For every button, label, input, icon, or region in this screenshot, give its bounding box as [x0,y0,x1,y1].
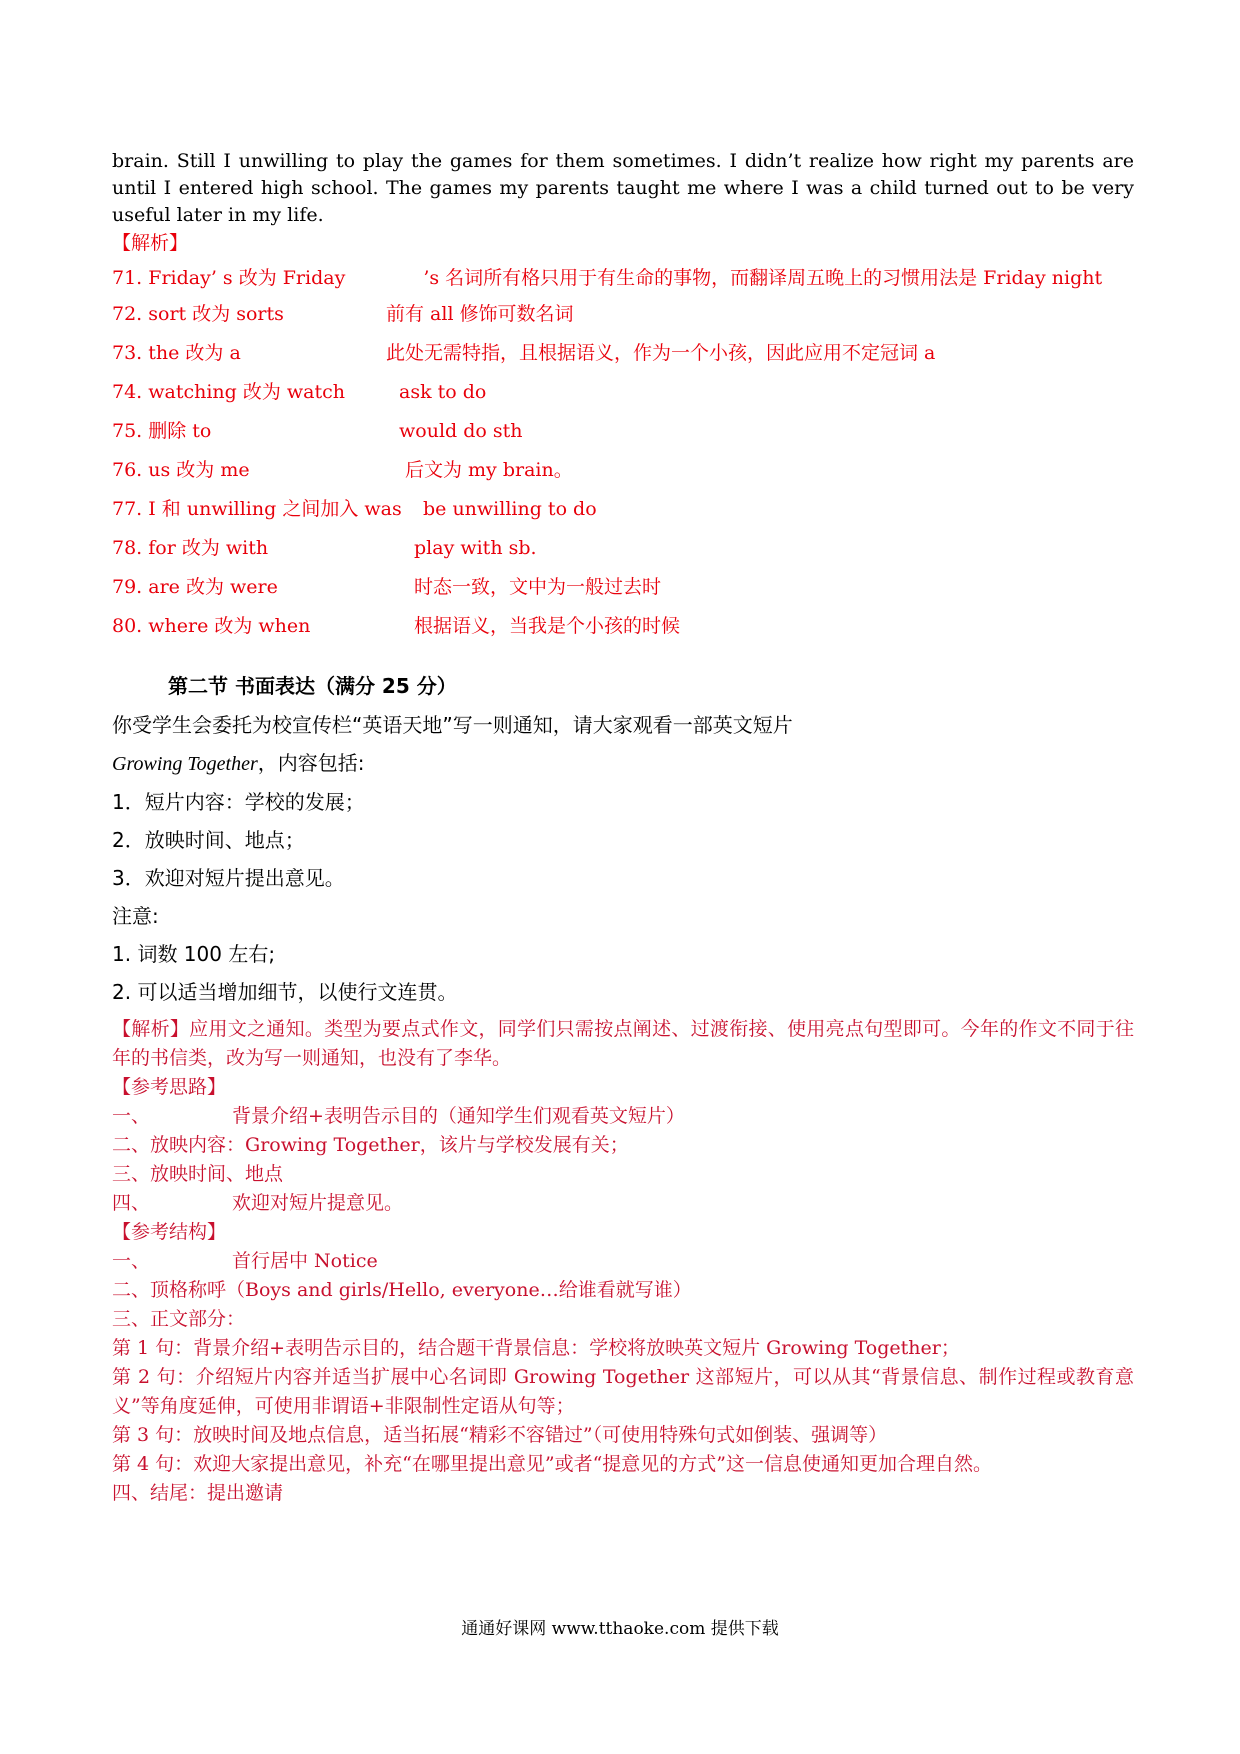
ideas-heading: 【参考思路】 [112,1076,227,1098]
correction-reason: would do sth [399,420,523,442]
sentence-guide: 第 2 句：介绍短片内容并适当扩展中心名词即 Growing Together 这部短片，可以从其“背景信息、制作过程或教育意义”等角度延伸，可使用非谓语+非限制性定语从句等； [112,1366,1134,1417]
correction-reason: 前有 all 修饰可数名词 [386,303,574,325]
correction-change: 77. I 和 unwilling 之间加入 was [112,498,402,520]
correction-change: 71. Friday’ s 改为 Friday [112,267,346,289]
structure-item: 一、 首行居中 Notice [112,1250,378,1272]
correction-79 [112,568,1134,607]
correction-reason: play with sb. [414,537,537,559]
correction-change: 72. sort 改为 sorts [112,303,284,325]
correction-change: 79. are 改为 were [112,576,278,598]
correction-reason: be unwilling to do [423,498,597,520]
correction-reason: 根据语义，当我是个小孩的时候 [414,615,681,637]
correction-change: 73. the 改为 a [112,342,241,364]
task-point: 3．欢迎对短片提出意见。 [112,866,345,890]
task-line-rest: ，内容包括: [257,751,365,775]
correction-change: 74. watching 改为 watch [112,381,346,403]
section-title: 第二节 书面表达（满分 25 分） [168,674,457,698]
note-item: 2. 可以适当增加细节，以使行文连贯。 [112,980,458,1004]
structure-ending: 四、结尾：提出邀请 [112,1482,284,1504]
correction-76 [112,451,1134,490]
correction-reason: 此处无需特指，且根据语义，作为一个小孩，因此应用不定冠词 a [386,342,936,364]
sentence-guide: 第 4 句：欢迎大家提出意见，补充“在哪里提出意见”或者“提意见的方式”这一信息使通知更加合理自然。 [112,1453,993,1475]
correction-72 [112,295,1134,334]
correction-78 [112,529,1134,568]
document-body [112,148,1134,1508]
correction-75 [112,412,1134,451]
note-item: 1. 词数 100 左右; [112,942,276,966]
correction-reason: ask to do [399,381,487,403]
correction-reason: 后文为 my brain。 [405,459,573,481]
task-point: 1．短片内容：学校的发展； [112,790,365,814]
correction-71 [112,262,1134,295]
writing-analysis [112,1015,1134,1508]
passage-ending: brain. Still I unwilling to play the games for them sometimes. I didn’t realize how right my parents are until I entered high school. The games my parents taught me where I was a child turned out to be very useful later in my life. [112,150,1134,226]
analysis-heading: 【解析】 [112,232,189,254]
task-line: 你受学生会委托为校宣传栏“英语天地”写一则通知，请大家观看一部英文短片 [112,713,793,737]
note-label: 注意: [112,904,159,928]
correction-change: 76. us 改为 me [112,459,250,481]
structure-heading: 【参考结构】 [112,1221,227,1243]
task-point: 2．放映时间、地点； [112,828,305,852]
sentence-guide: 第 1 句：背景介绍+表明告示目的，结合题干背景信息：学校将放映英文短片 Growing Together； [112,1337,960,1359]
correction-change: 78. for 改为 with [112,537,269,559]
correction-change: 80. where 改为 when [112,615,311,637]
idea-item: 四、 欢迎对短片提意见。 [112,1192,404,1214]
sentence-guide: 第 3 句：放映时间及地点信息，适当拓展“精彩不容错过”（可使用特殊句式如倒装、强调等） [112,1424,888,1446]
correction-73 [112,334,1134,373]
idea-item: 一、 背景介绍+表明告示目的（通知学生们观看英文短片） [112,1105,685,1127]
correction-77 [112,490,1134,529]
correction-reason: ’s 名词所有格只用于有生命的事物，而翻译周五晚上的习惯用法是 Friday night [423,267,1103,289]
analysis-intro: 【解析】应用文之通知。类型为要点式作文，同学们只需按点阐述、过渡衔接、使用亮点句型即可。今年的作文不同于往年的书信类，改为写一则通知，也没有了李华。 [112,1018,1134,1069]
page-footer: 通通好课网 www.tthaoke.com 提供下载 [461,1619,779,1639]
film-title: Growing Together [112,753,258,775]
idea-item: 二、放映内容：Growing Together，该片与学校发展有关； [112,1134,629,1156]
idea-item: 三、放映时间、地点 [112,1163,284,1185]
structure-item: 二、顶格称呼（Boys and girls/Hello, everyone…给谁看就写谁） [112,1279,692,1301]
correction-80 [112,607,1134,646]
task-line-film [112,744,1134,783]
correction-74 [112,373,1134,412]
correction-change: 75. 删除 to [112,420,212,442]
structure-item: 三、正文部分： [112,1308,246,1330]
correction-reason: 时态一致，文中为一般过去时 [414,576,662,598]
